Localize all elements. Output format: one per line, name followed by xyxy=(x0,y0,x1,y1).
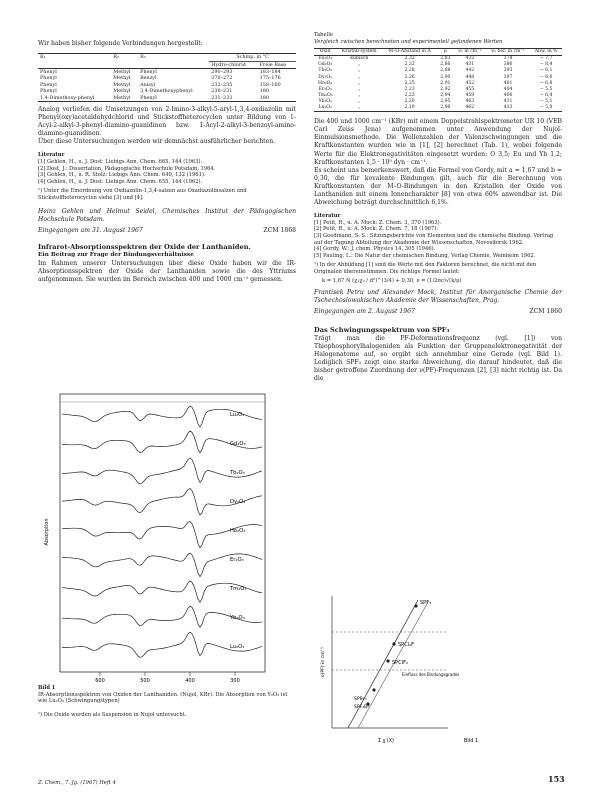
figure-caption xyxy=(38,685,292,705)
table-cell: Phenyl xyxy=(40,68,57,75)
literature-heading-right: Literatur xyxy=(314,213,341,220)
table-cell: − 8,4 xyxy=(539,62,553,68)
compound-table xyxy=(38,53,296,102)
point-spcl2f xyxy=(392,642,395,645)
right-column xyxy=(314,32,562,384)
spectrum-curve xyxy=(62,521,262,547)
table-cell: 2,32 xyxy=(404,62,415,68)
label-spclf2: SPClF₂ xyxy=(392,660,408,666)
table-cell: 2,94 xyxy=(440,92,451,98)
table-cell: 232–235 xyxy=(211,81,233,88)
table-cell: 397 xyxy=(503,74,513,80)
left-column xyxy=(38,40,296,284)
table-cell: „ xyxy=(358,80,361,86)
table-cell: Yb₂O₃ xyxy=(318,98,332,104)
table-cell: Eu₂O₃ xyxy=(318,56,333,62)
article-subtitle: Ein Beitrag zur Frage der Bindungsverhältnisse xyxy=(38,252,194,259)
table-cell: 3,4-Dimethoxyphenyl xyxy=(140,88,193,95)
compound-table-body xyxy=(38,68,296,101)
table-cell: „ xyxy=(358,92,361,98)
table-cell: 270–272 xyxy=(211,75,233,82)
label-spf3: SPF₃ xyxy=(420,600,432,606)
table-cell: − 6,1 xyxy=(539,68,553,74)
table-cell: 413 xyxy=(503,105,513,111)
x-tick-label: 400 xyxy=(185,678,195,684)
ir-spectra-chart xyxy=(40,392,290,692)
ms-code: ZCM 1868 xyxy=(263,226,296,234)
caption-text: IR-Absorptionsspektren von Oxiden der Lanthaniden. (Nujol, KBr). Die Absorption von Y₂O₃ ist wie Lu₂O₃ (Schwingungstypen) xyxy=(38,691,288,705)
table-row xyxy=(314,105,562,112)
spectrum-label: Yb₂O₃ xyxy=(230,615,245,621)
article-intro: Im Rahmen unserer Untersuchungen über diese Oxide haben wir die IR-Absorptionsspektren der Oxide der Lanthaniden sowie die des Yttriums aufgenommen. Sie wurden im Bereich zwischen 400 und 1000 cm⁻¹ gemessen. xyxy=(38,259,296,283)
table-cell: 2,28 xyxy=(404,68,415,74)
table-header-cell: Oxid xyxy=(319,49,331,55)
col-r3: R₃ xyxy=(140,54,146,61)
y-axis-label: Absorption xyxy=(44,518,50,546)
table-cell: − 5,9 xyxy=(539,105,553,111)
table-cell: Lu₂O₃ xyxy=(318,105,332,111)
reference-item: [1] Gehlen, H., u. J. Dost: Liebigs Ann. Chem. 665, 144 (1963). xyxy=(38,159,203,165)
table-cell: 290–293 xyxy=(211,68,233,75)
table-cell: 158–160 xyxy=(259,81,281,88)
table-title: Tabelle xyxy=(314,32,333,38)
ms-code-right: ZCM 1860 xyxy=(529,308,562,316)
table-cell: Phenyl xyxy=(40,75,57,82)
table-cell: Methyl xyxy=(113,94,131,101)
spf3-para: Trägt man die PF-Deformationsfrequenz (vgl. [1]) von Thiophosphorylhalogeniden als Funktion der Gruppenelektronegativität der Halogenatome auf, so ergibt sich annehmbar eine Gerade (vgl. Bild 1). Lediglich SPF₃ zeigt eine starke Abweichung, die darauf hindeutet, daß die bisher getroffene Zuordnung der ν(PF)-Frequenzen [2], [3] nicht richtig ist. Da die xyxy=(314,334,562,383)
table-cell: 448 xyxy=(465,74,475,80)
pf-frequency-chart xyxy=(318,588,538,748)
table-cell: 459 xyxy=(465,92,475,98)
label-spf2br: SPF₂Br xyxy=(354,705,370,710)
table-subtitle: Vergleich zwischen berechneten und experimentell gefundenen Werten xyxy=(314,38,503,45)
x-axis-ticks xyxy=(95,672,240,684)
comparison-table xyxy=(314,48,562,112)
col-base: Freie Base xyxy=(259,61,287,68)
spectrum-label: Gd₂O₃ xyxy=(230,441,246,447)
received-date-right: Eingegangen am 2. August 1967 xyxy=(314,308,415,316)
table-cell: 2,23 xyxy=(404,86,415,92)
point-spf2br xyxy=(372,688,375,691)
table-cell: „ xyxy=(358,62,361,68)
gordy-para: Es scheint uns bemerkenswert, daß die Formel von Gordy, mit a = 1,67 und b = 0,30, die für kovalente Bindungen gilt, auch für die Berechnung von Kraftkonstanten der M–O-Bindungen in den Kristallen der Oxide von Lanthaniden mit einem Ionencharakter [8] von etwa 60% anwendbar ist. Die Abweichung beträgt durchschnittlich 6,1%. xyxy=(314,166,562,207)
caption-title: Bild 1 xyxy=(38,685,56,691)
table-cell: − 6,8 xyxy=(539,80,553,86)
table-cell: 2,32 xyxy=(404,56,415,62)
spectrum-label: Tb₂O₃ xyxy=(230,470,245,476)
table-cell: − 5,1 xyxy=(539,98,553,104)
table-cell: 231–233 xyxy=(211,94,233,101)
article-title: Infrarot-Absorptionsspektren der Oxide der Lanthaniden. xyxy=(38,242,251,251)
table-cell: kubisch xyxy=(350,56,369,62)
authors-right: Frantisek Petru und Alexander Mock, Institut für Anorganische Chemie der Tschechoslowakischen Akademie der Wissenschaften, Prag. xyxy=(314,289,562,305)
table-cell: Anisyl xyxy=(140,81,156,88)
intro-text: Wir haben bisher folgende Verbindungen hergestellt: xyxy=(38,40,203,47)
table-cell: 175–176 xyxy=(259,75,281,82)
table-cell: 2,91 xyxy=(440,80,451,86)
literature-list xyxy=(38,159,296,185)
table-cell: 463 xyxy=(465,98,475,104)
table-cell: Dy₂O₃ xyxy=(318,74,333,80)
table-cell: Methyl xyxy=(113,81,131,88)
table-header-cell: ν₁ ber. in cm⁻¹ xyxy=(491,49,525,55)
table-cell: 431 xyxy=(465,62,475,68)
spectrum-label: Tm₂O₃ xyxy=(230,586,247,592)
reference-item: [5] Pauling, L.: Die Natur der chemischen Bindung, Verlag Chemie, Weinheim 1962. xyxy=(314,252,536,259)
x-axis-label-right: Σ χ (X) xyxy=(378,739,394,744)
x-tick-label: 600 xyxy=(95,678,105,684)
table-cell: 406 xyxy=(503,92,513,98)
table-cell: Er₂O₃ xyxy=(318,86,332,92)
col-mp: Schmp. in °C xyxy=(209,54,296,61)
table-cell: 2,90 xyxy=(440,74,451,80)
table-cell: 2,22 xyxy=(404,92,415,98)
reference-item: [2] Dost, J.: Dissertation, Pädagogische Hochschule Potsdam, 1964. xyxy=(38,165,216,172)
table-cell: 432 xyxy=(465,56,475,62)
table-cell: Methyl xyxy=(113,75,131,82)
spectrum-label: Lu₂O₃ xyxy=(230,644,245,650)
comparison-table-body xyxy=(314,56,562,112)
label-spbr3: SPBr₃ xyxy=(354,697,367,702)
table-cell: 2,88 xyxy=(440,68,451,74)
table-cell: 2,96 xyxy=(440,105,451,111)
para-report: Über diese Untersuchungen werden wir demnächst ausführlicher berichten. xyxy=(38,138,276,146)
table-cell: 2,26 xyxy=(404,74,415,80)
table-cell: 2,86 xyxy=(440,62,451,68)
table-cell: − 7,7 xyxy=(539,56,553,62)
table-cell: Benzyl xyxy=(140,75,157,82)
table-row xyxy=(314,56,562,63)
label-note: Einfluss des Bindungsgrades xyxy=(402,672,460,677)
spectrum-label: Lu₂O₃ xyxy=(230,412,245,418)
table-cell: Ho₂O₃ xyxy=(318,80,333,86)
label-spcl2f: SPCl₂F xyxy=(398,642,414,648)
table-cell: 462 xyxy=(465,105,475,111)
y-axis-label-right: ν(PF) in cm⁻¹ xyxy=(321,647,326,677)
footnote: ¹) Unter die Einordnung von Oxdiazolin-1,3,4-salzen aus Oxadiazolinsalzen und Stickstoffheterocyclen siehe [3] und [4]. xyxy=(38,188,247,201)
table-cell: − 6,6 xyxy=(539,74,553,80)
table-cell: Gd₂O₃ xyxy=(318,62,333,68)
reference-item: [1] Petit, R., u. A. Mock: Z. Chem. 3, 370 (1963). xyxy=(314,219,442,226)
spectra-curves xyxy=(62,406,262,657)
table-row xyxy=(38,95,296,102)
journal-footer: Z. Chem., 7. Jg. (1967) Heft 4 xyxy=(38,780,116,786)
figure-caption-right: Bild 1 xyxy=(464,738,479,744)
table-cell: 2,25 xyxy=(404,80,415,86)
reference-item: [4] Gordy, W.: J. chem. Physics 14, 305 (1946). xyxy=(314,246,436,253)
ir-spectra-figure xyxy=(38,392,290,705)
table-cell: 393 xyxy=(503,68,513,74)
reference-item: [2] Petit, R., u. A. Mock: Z. Chem. 7, 18 (1967). xyxy=(314,226,439,233)
col-hydro: Hydro-chlorid xyxy=(211,61,246,68)
x-tick-label: 300 xyxy=(230,678,240,684)
table-cell: − 6,4 xyxy=(539,92,553,98)
table-cell: 1,4-Dimethoxy-phenyl xyxy=(40,94,95,101)
col-r1: R₁ xyxy=(40,54,46,61)
col-r2: R₂ xyxy=(113,54,119,61)
table-cell: „ xyxy=(358,74,361,80)
spectrum-label: Ho₂O₃ xyxy=(230,528,246,534)
table-cell: 2,20 xyxy=(404,98,415,104)
table-cell: 386 xyxy=(503,62,513,68)
table-cell: 2,19 xyxy=(404,105,415,111)
table-cell: 378 xyxy=(503,56,513,62)
figure-note: ¹) Die Oxide wurden als Suspension in Nujol untersucht. xyxy=(38,712,187,718)
table-cell: 452 xyxy=(465,80,475,86)
table-cell: 183–184 xyxy=(259,68,281,75)
table-cell: „ xyxy=(358,86,361,92)
reference-item: [4] Gehlen, H., u. J. Dost: Liebigs Ann. Chem. 655, 144 (1962). xyxy=(38,178,203,185)
table-cell: „ xyxy=(358,98,361,104)
table-cell: 2,83 xyxy=(440,56,451,62)
table-header-cell: M–O-Abstand in Å xyxy=(388,49,431,55)
table-cell: „ xyxy=(358,68,361,74)
spectrum-label: Dy₂O₃ xyxy=(230,499,246,505)
reference-item: [3] Goodmann, S. S.: Sitzungsberichte von Elementen und die chemische Bindung. Vortrag auf der Tagung Abteilung der Akademie der Wissenschaften, Novosibirsk 1962. xyxy=(314,232,554,246)
table-cell: 2,95 xyxy=(440,98,451,104)
page-number: 153 xyxy=(548,774,565,784)
x-tick-label: 500 xyxy=(140,678,150,684)
table-cell: Methyl xyxy=(113,68,131,75)
table-header-cell: Kristall-system xyxy=(341,49,377,55)
table-cell: 411 xyxy=(503,98,513,104)
table-cell: Phenyl xyxy=(140,94,157,101)
literature-list-right xyxy=(314,220,562,260)
table-cell: 442 xyxy=(465,68,475,74)
methods-para: Die 400 und 1000 cm⁻¹ (KBr) mit einem Doppelstrahlspektrometer UR 10 (VEB Carl Zeiss Jena) aufgenommen unter Anwendung der Nujol-Einmulsionsmethode. Die Wellenzahlen der Valenzschwingungen und die Kraftkonstanten wurden wie in [1], [2] berechnet (Tab. 1), wobei folgende Werte für die Elektronegativitäten eingesetzt wurden: O 3,5; Eu und Yb 1,2; Kraftkonstanten 1,5 · 10⁵ dyn · cm⁻¹. xyxy=(314,118,562,166)
table-cell: 401 xyxy=(503,80,513,86)
table-cell: 230–231 xyxy=(211,88,233,95)
table-cell: − 5,5 xyxy=(539,86,553,92)
comparison-table-header xyxy=(314,49,562,56)
para-analog: Analog verliefen die Umsetzungen von 2-Imino-3-alkyl-5-aryl-1,3,4-oxdiazolin mit Phenyl(oxy)acetaldehydchlorid und Stickstoffheterocyclen unter Bildung von 1-Acyl-2-alkyl-3-phenyl-diamino-guanidinen bzw. 1-Acyl-2-alkyl-3-benzoyl-amino-diamino-guanidinen. xyxy=(38,105,296,138)
table-cell: „ xyxy=(358,105,361,111)
table-header-cell: Abw. in % xyxy=(534,49,558,55)
literature-heading: Literatur xyxy=(38,152,65,159)
table-cell: 455 xyxy=(465,86,475,92)
table-cell: Tb₂O₃ xyxy=(318,68,332,74)
table-cell: 2,92 xyxy=(440,86,451,92)
authors: Heinz Gehlen und Helmut Seidel, Chemisches Institut der Pädagogischen Hochschule Potsdam. xyxy=(38,207,296,223)
table-cell: Phenyl xyxy=(40,81,57,88)
reference-item: [3] Gehlen, H., u. R. Stolz: Liebigs Ann. Chem. 640, 132 (1961). xyxy=(38,172,206,179)
spectrum-label: Er₂O₃ xyxy=(230,557,244,563)
pf-frequency-figure xyxy=(318,588,538,748)
table-cell: Phenyl xyxy=(40,88,57,95)
table-cell: 180 xyxy=(259,94,269,101)
table-cell: Tm₂O₃ xyxy=(317,92,333,98)
footnote-right: ¹) In der Abbildung [1] sind die Werte mit den Faktoren berechnet, die nicht mit den Originalen übereinstimmen. Die richtige Formel lautet: xyxy=(314,262,537,275)
point-spclf2 xyxy=(386,659,389,662)
table-cell: Phenyl xyxy=(140,68,157,75)
table-header-cell: ν₁ in cm⁻¹ xyxy=(458,49,482,55)
table-row xyxy=(38,68,296,75)
table-header-cell: μ xyxy=(443,49,447,55)
received-date: Eingegangen am 31. August 1967 xyxy=(38,226,143,234)
article-title-right: Das Schwingungsspektrum von SPF₃ xyxy=(314,326,450,335)
formula: k = 1,67 N (χ₁χ₂ / d²)^(3/4) + 0,30, ν = (1/2πc)√(k/μ) xyxy=(322,277,462,284)
point-spf3 xyxy=(414,604,417,607)
table-cell: 180 xyxy=(259,88,269,95)
table-cell: 404 xyxy=(503,86,513,92)
table-cell: Methyl xyxy=(113,88,131,95)
